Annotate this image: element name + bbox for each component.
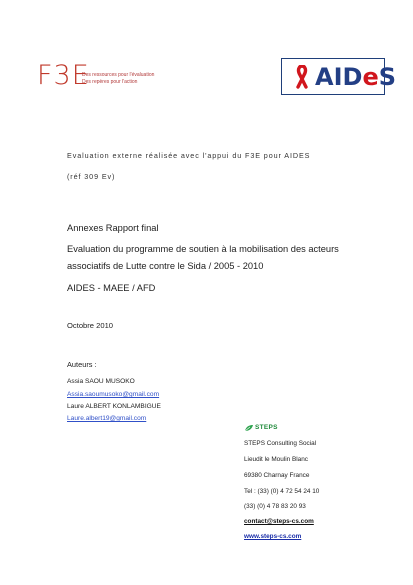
company-address-line-1: Lieudit le Moulin Blanc xyxy=(244,456,308,463)
aides-logo-text-main: AID xyxy=(315,63,363,91)
aides-logo-text-end: S xyxy=(378,63,397,91)
company-website-link[interactable]: www.steps-cs.com xyxy=(244,533,302,540)
f3e-tagline-2: Des repères pour l'action xyxy=(82,79,138,85)
partners-line: AIDES - MAEE / AFD xyxy=(67,283,156,293)
programme-title-line-1: Evaluation du programme de soutien à la mobilisation des acteurs xyxy=(67,244,339,254)
author-email-link-1[interactable]: Assia.saoumusoko@gmail.com xyxy=(67,391,160,398)
document-title: Annexes Rapport final xyxy=(67,223,159,233)
programme-title-line-2: associatifs de Lutte contre le Sida / 2005 - 2010 xyxy=(67,261,264,271)
aides-logo-text xyxy=(315,63,396,91)
company-email-link[interactable]: contact@steps-cs.com xyxy=(244,518,314,525)
f3e-logo: F3E xyxy=(37,60,90,91)
intro-line-1: Evaluation externe réalisée avec l'appui du F3E pour AIDES xyxy=(67,151,311,160)
document-date: Octobre 2010 xyxy=(67,321,114,330)
red-ribbon-icon xyxy=(292,65,312,89)
steps-leaf-icon xyxy=(244,424,254,432)
authors-label: Auteurs : xyxy=(67,360,97,369)
steps-logo-text: STEPS xyxy=(255,424,278,431)
company-fax: (33) (0) 4 78 83 20 93 xyxy=(244,503,306,510)
company-address-line-2: 69380 Charnay France xyxy=(244,472,310,479)
aides-logo-text-e: e xyxy=(362,63,379,91)
author-email-link-2[interactable]: Laure.albert19@gmail.com xyxy=(67,415,147,422)
aides-logo xyxy=(281,58,397,95)
author-name-1: Assia SAOU MUSOKO xyxy=(67,378,135,385)
company-phone: Tel : (33) (0) 4 72 54 24 10 xyxy=(244,488,320,495)
author-name-2: Laure ALBERT KONLAMBIGUE xyxy=(67,403,161,410)
company-name: STEPS Consulting Social xyxy=(244,440,317,447)
intro-line-2: (réf 309 Ev) xyxy=(67,172,116,181)
f3e-tagline-1: Des ressources pour l'évaluation xyxy=(82,72,155,78)
